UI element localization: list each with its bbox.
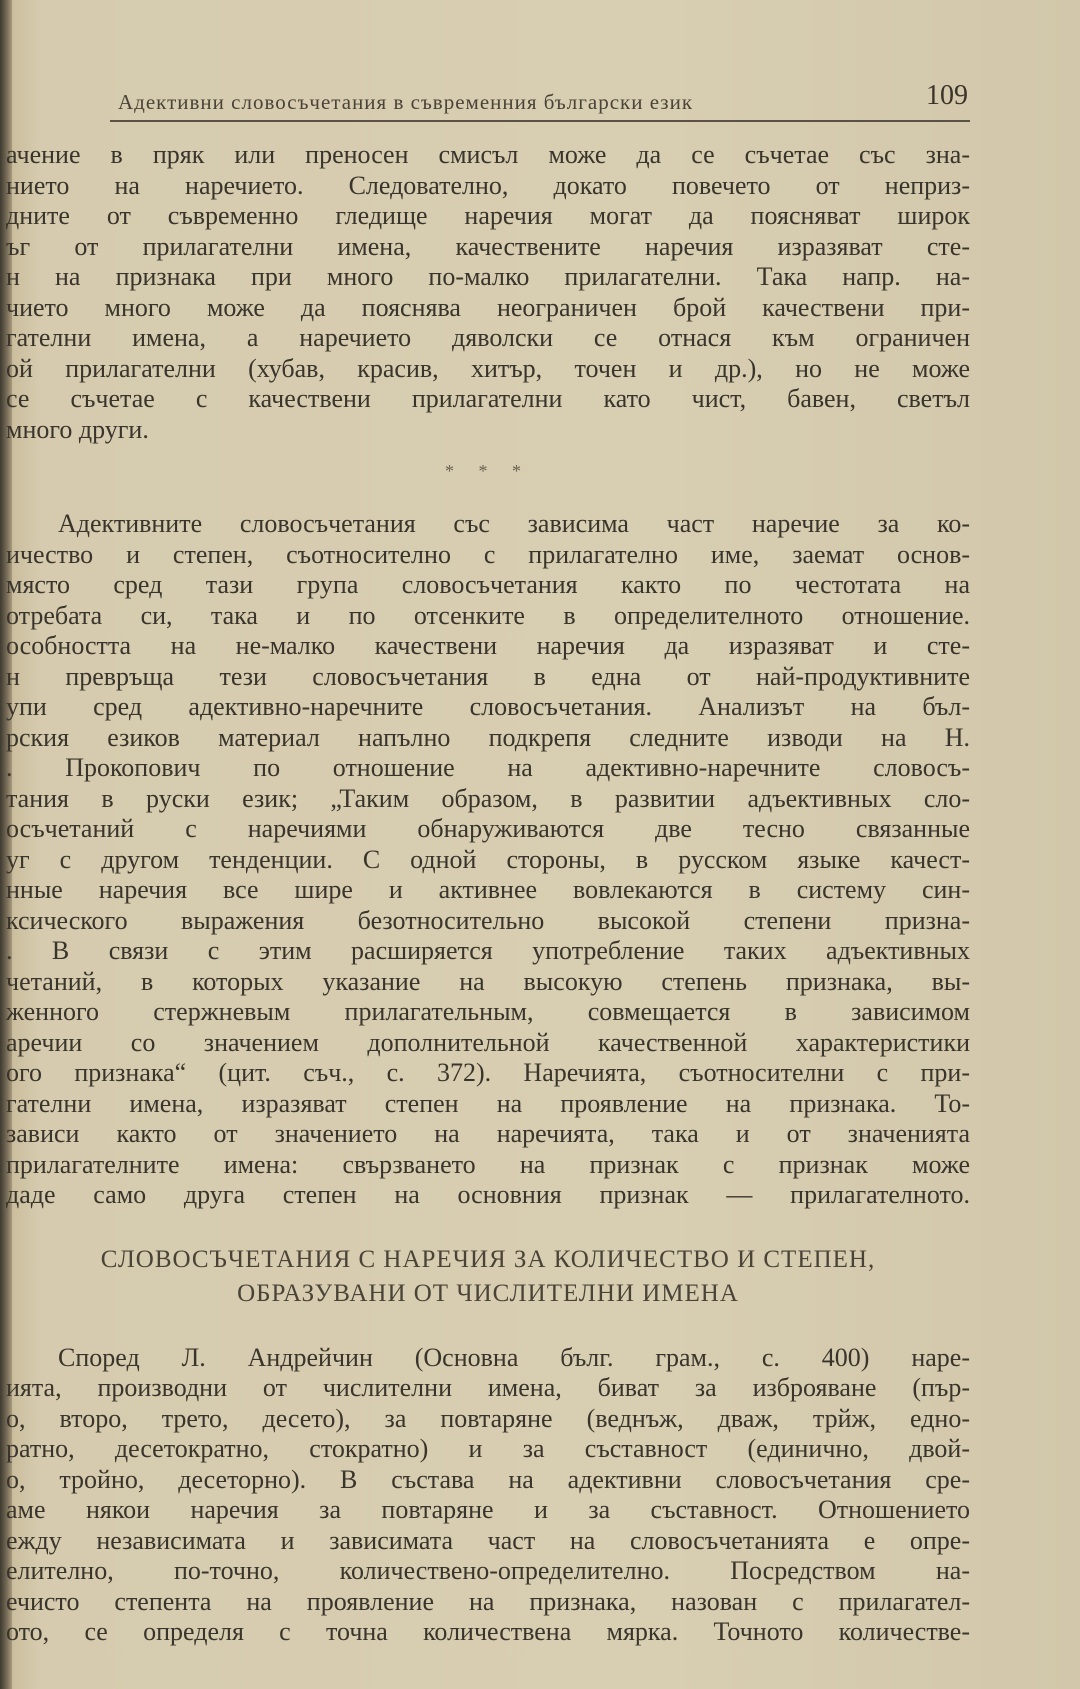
text-line: ичество и степен, съотносително с прилагателно име, заемат основ-	[6, 539, 970, 569]
text-line: рския езиков материал напълно подкрепя следните изводи на Н.	[6, 722, 970, 752]
text-line: нные наречия все шире и активнее вовлекаются в систему син-	[6, 875, 970, 904]
text-line: аме някои наречия за повтаряне и за съставност. Отношението	[6, 1495, 970, 1524]
text-line: осъчетаний с наречиями обнаруживаются две тесно связанные	[6, 814, 970, 843]
paragraph-1	[6, 140, 970, 445]
text-line: ксического выражения безотносительно высокой степени призна-	[6, 905, 970, 935]
text-line: о, тройно, десеторно). В състава на адективни словосъчетания сре-	[6, 1464, 970, 1494]
text-line: ачение в пряк или преносен смисъл може да се съчетае със зна-	[6, 140, 970, 169]
text-line: много други.	[6, 414, 149, 444]
text-line: даде само друга степен на основния признак — прилагателното.	[6, 1180, 970, 1209]
text-line: женного стержневым прилагательным, совмещается в зависимом	[6, 997, 970, 1026]
running-header-title: Адективни словосъчетания в съвременния български език	[118, 90, 694, 114]
text-line: ото, се определя с точна количествена мярка. Точното количестве-	[6, 1617, 970, 1646]
section-separator: * * *	[445, 461, 531, 481]
text-line: . Прокопович по отношение на адективно-наречните словосъ-	[6, 753, 970, 782]
text-line: Адективните словосъчетания със зависима част наречие за ко-	[58, 509, 970, 538]
text-line: прилагателните имена: свързването на признак с признак може	[6, 1149, 970, 1179]
text-line: гателни имена, а наречието дяволски се отнася към ограничен	[6, 323, 970, 352]
text-line: тания в руски език; „Таким образом, в развитии адъективных сло-	[6, 783, 970, 813]
text-line: особността на не-малко качествени наречия да изразяват и сте-	[6, 631, 970, 660]
section-heading-line-2: ОБРАЗУВАНИ ОТ ЧИСЛИТЕЛНИ ИМЕНА	[237, 1279, 739, 1307]
text-line: ратно, десетократно, стократно) и за съставност (единично, двой-	[6, 1434, 970, 1463]
text-line: отребата си, така и по отсенките в определителното отношение.	[6, 600, 970, 630]
text-line: четаний, в которых указание на высокую степень признака, вы-	[6, 966, 970, 996]
text-line: ечисто степента на проявление на признака, назован с прилагател-	[6, 1586, 970, 1616]
running-header	[110, 80, 970, 126]
text-line: о, второ, трето, десето), за повтаряне (веднъж, дваж, трйж, едно-	[6, 1403, 970, 1433]
text-line: се съчетае с качествени прилагателни като чист, бавен, светъл	[6, 384, 970, 413]
page-number: 109	[926, 80, 968, 111]
text-line: дните от съвременно гледище наречия могат да поясняват широк	[6, 201, 970, 230]
text-line: уг с другом тенденции. С одной стороны, в русском языке качест-	[6, 844, 970, 874]
body-text	[6, 140, 970, 1648]
text-line: ежду независимата и зависимата част на словосъчетанията е опре-	[6, 1525, 970, 1555]
text-line: място сред тази група словосъчетания както по честотата на	[6, 570, 970, 599]
text-line: ъг от прилагателни имена, качествените наречия изразяват сте-	[6, 231, 970, 261]
text-line: елително, по-точно, количествено-определително. Посредством на-	[6, 1556, 970, 1585]
text-line: аречии со значением дополнительной качественной характеристики	[6, 1027, 970, 1057]
text-line: н превръща тези словосъчетания в една от най-продуктивните	[6, 661, 970, 691]
paragraph-2	[6, 509, 970, 1211]
text-line: чието много може да пояснява неограничен брой качествени при-	[6, 292, 970, 322]
text-line: н на признака при много по-малко прилагателни. Така напр. на-	[6, 262, 970, 291]
text-line: . В связи с этим расширяется употребление таких адъективных	[6, 936, 970, 965]
text-line: ого признака“ (цит. съч., с. 372). Наречията, съотносителни с при-	[6, 1058, 970, 1087]
section-heading-line-1: СЛОВОСЪЧЕТАНИЯ С НАРЕЧИЯ ЗА КОЛИЧЕСТВО И СТЕПЕН,	[100, 1245, 876, 1273]
paragraph-3	[6, 1343, 970, 1648]
text-line: ията, производни от числителни имена, биват за изброяване (пър-	[6, 1373, 970, 1402]
text-line: гателни имена, изразяват степен на проявление на признака. То-	[6, 1088, 970, 1118]
text-line: нието на наречието. Следователно, докато повечето от неприз-	[6, 170, 970, 200]
text-line: ой прилагателни (хубав, красив, хитър, точен и др.), но не може	[6, 353, 970, 383]
header-rule	[110, 120, 970, 122]
text-line: Според Л. Андрейчин (Основна бълг. грам., с. 400) наре-	[58, 1342, 970, 1372]
text-line: упи сред адективно-наречните словосъчетания. Анализът на бъл-	[6, 692, 970, 721]
text-line: зависи както от значението на наречията, така и от значенията	[6, 1119, 970, 1148]
